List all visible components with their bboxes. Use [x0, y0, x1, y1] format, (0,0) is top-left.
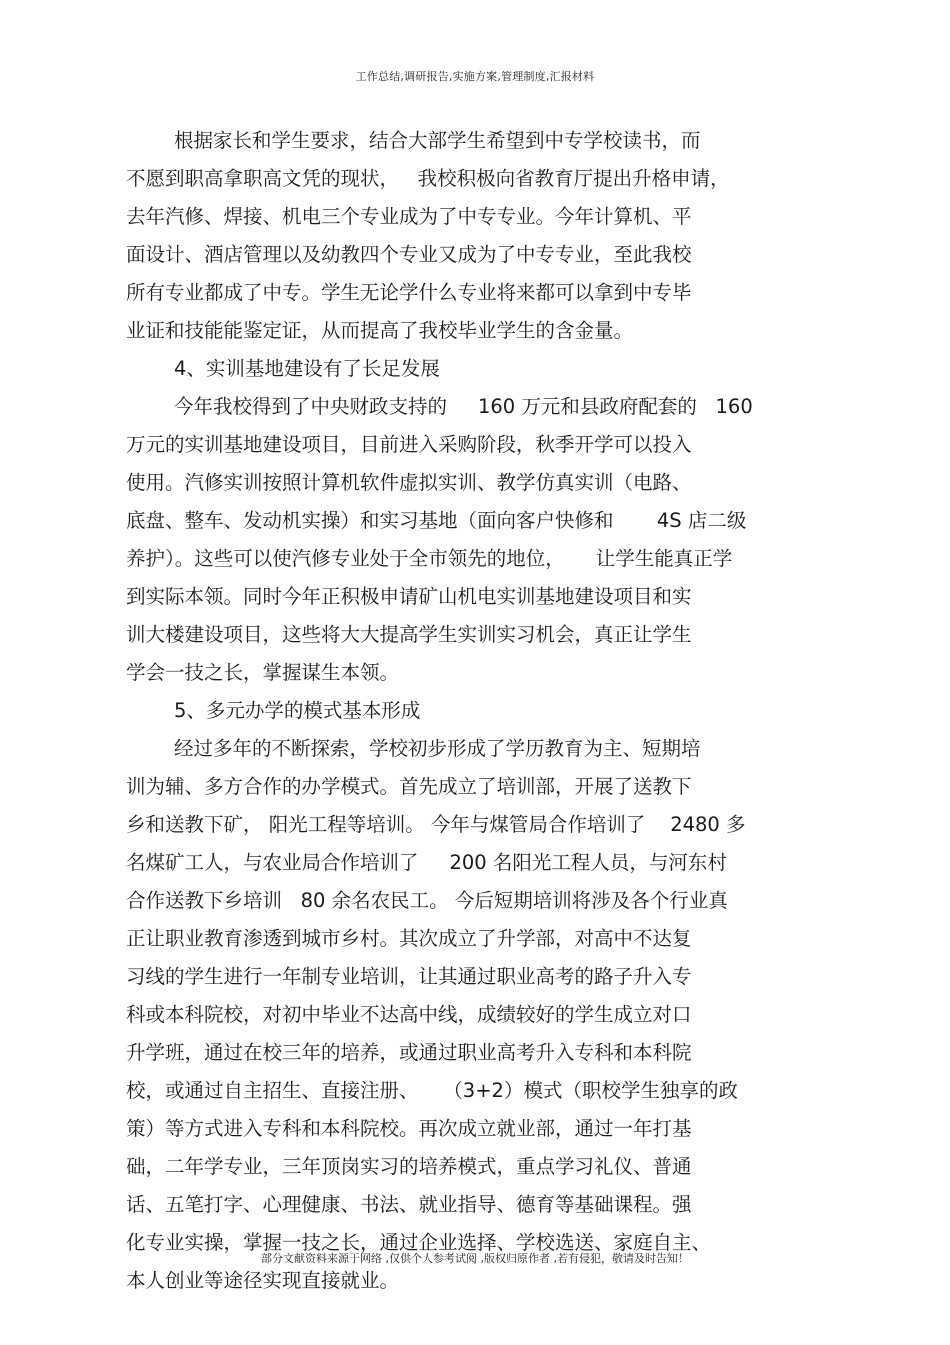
text-line: 根据家长和学生要求，结合大部学生希望到中专学校读书，而 — [174, 129, 701, 152]
text-line: 所有专业都成了中专。学生无论学什么专业将来都可以拿到中专毕 — [126, 281, 692, 304]
section-heading: 5、多元办学的模式基本形成 — [174, 699, 421, 722]
section-heading: 4、实训基地建设有了长足发展 — [174, 357, 440, 380]
text-line: 习线的学生进行一年制专业培训，让其通过职业高考的路子升入专 — [126, 965, 692, 988]
text-line: 训为辅、多方合作的办学模式。首先成立了培训部，开展了送教下 — [126, 775, 692, 798]
text-line: 万元的实训基地建设项目，目前进入采购阶段，秋季开学可以投入 — [126, 433, 692, 456]
text-line: 面设计、酒店管理以及幼教四个专业又成为了中专专业，至此我校 — [126, 243, 692, 266]
text-line: 业证和技能能鉴定证，从而提高了我校毕业学生的含金量。 — [126, 319, 634, 342]
text-line: 经过多年的不断探索，学校初步形成了学历教育为主、短期培 — [174, 737, 701, 760]
page-footer: 部分文献资料来源于网络 ,仅供个人参考试阅 ,版权归原作者 ,若有侵犯，敬请及时告知！ — [261, 1252, 689, 1265]
text-line: 底盘、整车、发动机实操）和实习基地（面向客户快修和 4S 店二级 — [126, 509, 747, 532]
text-line: 校，或通过自主招生、直接注册、 （3+2）模式（职校学生独享的政 — [126, 1079, 738, 1102]
text-line: 训大楼建设项目，这些将大大提高学生实训实习机会，真正让学生 — [126, 623, 692, 646]
text-line: 到实际本领。同时今年正积极申请矿山机电实训基地建设项目和实 — [126, 585, 692, 608]
text-line: 话、五笔打字、心理健康、书法、就业指导、德育等基础课程。强 — [126, 1193, 692, 1216]
text-line: 名煤矿工人，与农业局合作培训了 200 名阳光工程人员，与河东村 — [126, 851, 727, 874]
text-line: 乡和送教下矿， 阳光工程等培训。 今年与煤管局合作培训了 2480 多 — [126, 813, 746, 836]
text-line: 学会一技之长，掌握谋生本领。 — [126, 661, 400, 684]
text-line: 去年汽修、焊接、机电三个专业成为了中专专业。今年计算机、平 — [126, 205, 692, 228]
text-line: 养护）。这些可以使汽修专业处于全市领先的地位， 让学生能真正学 — [126, 547, 733, 570]
text-line: 合作送教下乡培训 80 余名农民工。 今后短期培训将涉及各个行业真 — [126, 889, 728, 912]
text-line: 础，二年学专业，三年顶岗实习的培养模式，重点学习礼仪、普通 — [126, 1155, 692, 1178]
text-line: 策）等方式进入专科和本科院校。再次成立就业部，通过一年打基 — [126, 1117, 692, 1140]
text-line: 今年我校得到了中央财政支持的 160 万元和县政府配套的 160 — [174, 395, 753, 418]
page-header: 工作总结,调研报告,实施方案,管理制度,汇报材料 — [355, 70, 595, 83]
text-line: 升学班，通过在校三年的培养，或通过职业高考升入专科和本科院 — [126, 1041, 692, 1064]
text-line: 使用。汽修实训按照计算机软件虚拟实训、教学仿真实训（电路、 — [126, 471, 692, 494]
text-line: 化专业实操，掌握一技之长，通过企业选择、学校选送、家庭自主、 — [126, 1231, 712, 1254]
text-line: 正让职业教育渗透到城市乡村。其次成立了升学部，对高中不达复 — [126, 927, 692, 950]
text-line: 本人创业等途径实现直接就业。 — [126, 1269, 400, 1292]
text-line: 不愿到职高拿职高文凭的现状， 我校积极向省教育厅提出升格申请， — [126, 167, 730, 190]
text-line: 科或本科院校，对初中毕业不达高中线，成绩较好的学生成立对口 — [126, 1003, 692, 1026]
